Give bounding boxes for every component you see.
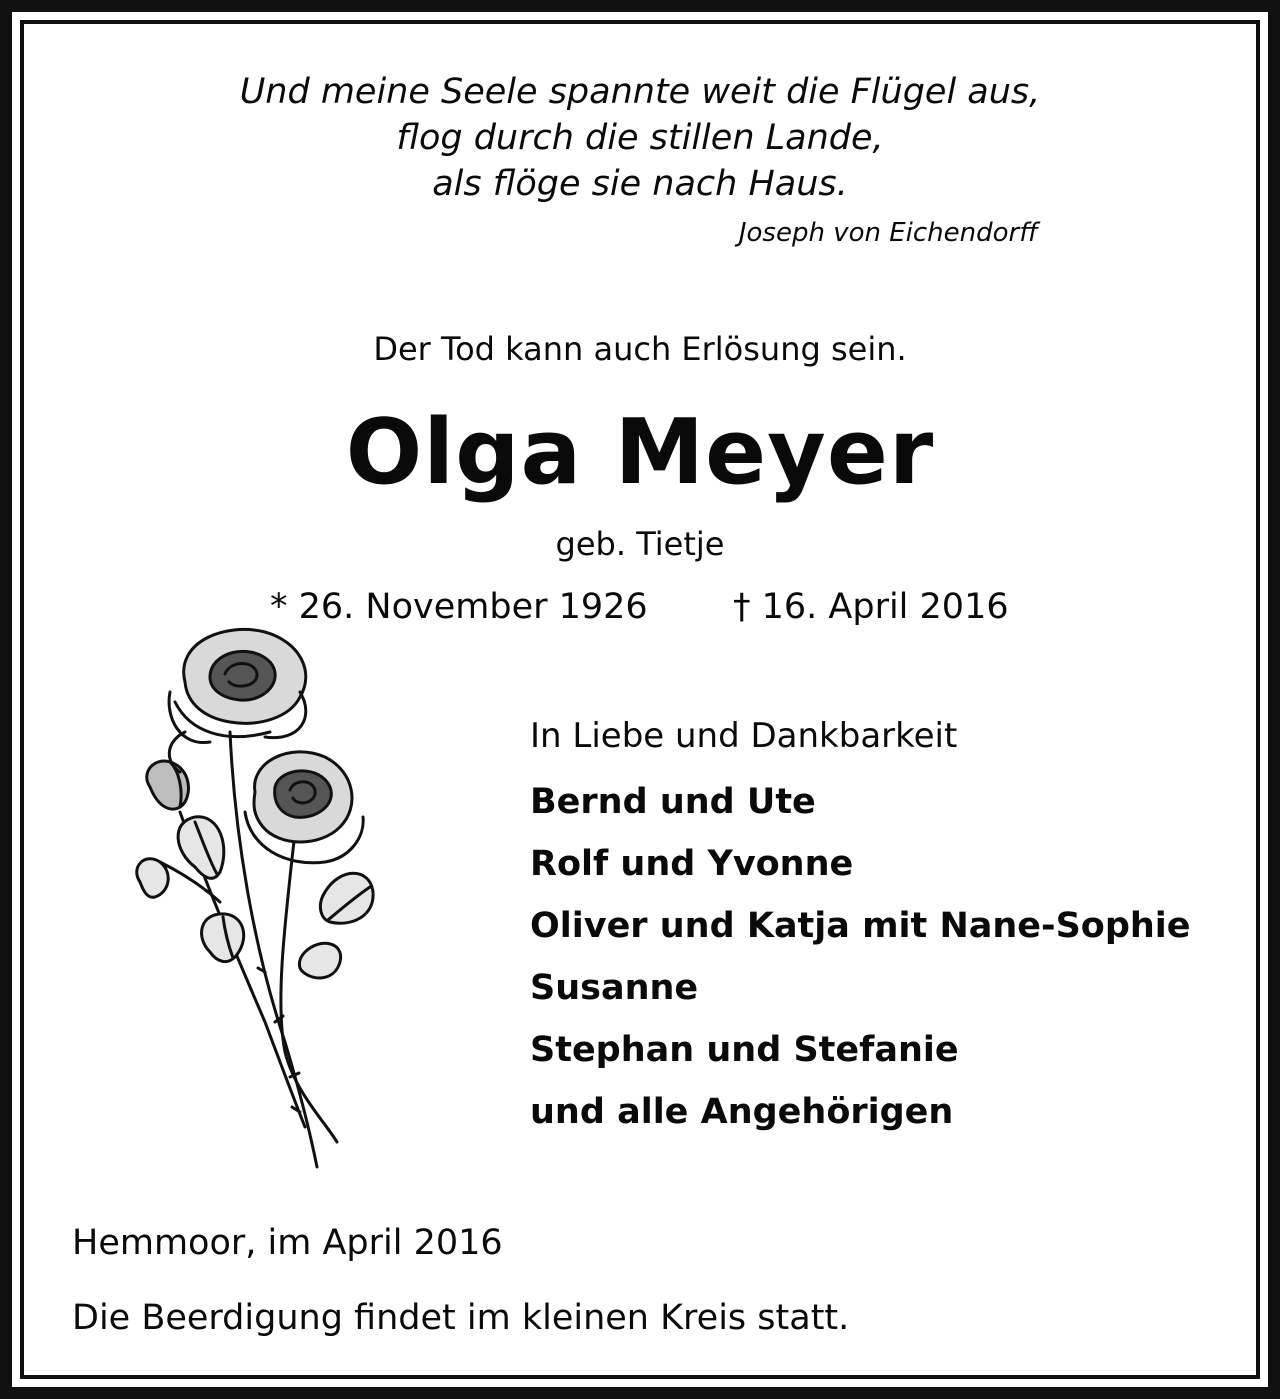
mourner-name: Stephan und Stefanie — [530, 1030, 959, 1070]
signoff-text: In Liebe und Dankbarkeit — [530, 716, 958, 756]
funeral-note: Die Beerdigung findet im kleinen Kreis statt. — [72, 1298, 850, 1338]
mourner-name: und alle Angehörigen — [530, 1092, 954, 1132]
place-date: Hemmoor, im April 2016 — [72, 1223, 503, 1263]
mourner-name: Susanne — [530, 968, 699, 1008]
verse-author: Joseph von Eichendorff — [738, 218, 1038, 248]
mourner-name: Bernd und Ute — [530, 782, 816, 822]
subtitle: Der Tod kann auch Erlösung sein. — [373, 330, 907, 368]
birth-date: * 26. November 1926 — [270, 587, 648, 627]
deceased-name: Olga Meyer — [345, 400, 935, 505]
birth-name: geb. Tietje — [555, 525, 725, 563]
mourner-name: Oliver und Katja mit Nane-Sophie — [530, 906, 1191, 946]
verse-line-1: Und meine Seele spannte weit die Flügel aus, — [239, 72, 1041, 112]
death-date: † 16. April 2016 — [733, 587, 1009, 627]
verse-line-2: flog durch die stillen Lande, — [396, 118, 884, 158]
mourner-name: Rolf und Yvonne — [530, 844, 854, 884]
rose-bouquet-icon — [125, 622, 385, 1174]
verse-line-3: als flöge sie nach Haus. — [432, 164, 848, 204]
